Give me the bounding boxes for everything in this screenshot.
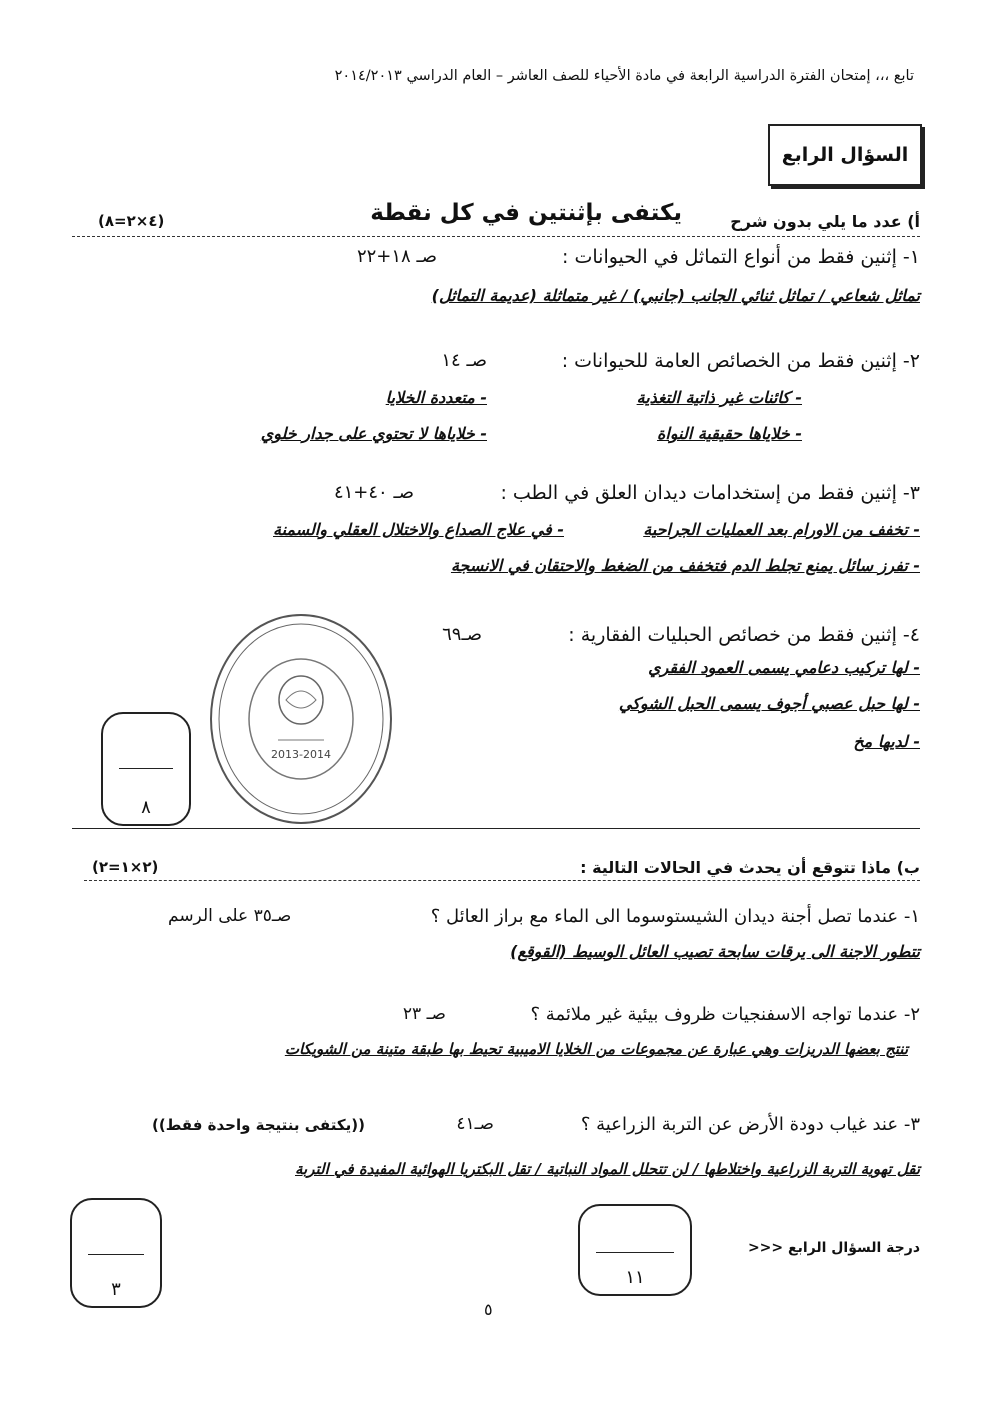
b1-prompt: ١- عندما تصل أجنة ديدان الشيستوسوما الى الماء مع براز العائل ؟ bbox=[430, 906, 920, 927]
question-title: السؤال الرابع bbox=[768, 124, 922, 186]
stamp-year: 2013-2014 bbox=[271, 748, 331, 761]
b3-prompt: ٣- عند غياب دودة الأرض عن التربة الزراعية ؟ bbox=[580, 1114, 920, 1135]
official-stamp bbox=[208, 612, 394, 826]
q2-answer-4: - خلاياها لا تحتوي على جدار خلوي bbox=[260, 424, 487, 443]
exam-header: تابع ،،، إمتحان الفترة الدراسية الرابعة في مادة الأحياء للصف العاشر – العام الدراسي ٢٠١٤/٢٠١٣ bbox=[334, 68, 914, 84]
q4-prompt: ٤- إثنين فقط من خصائص الحبليات الفقارية : bbox=[568, 624, 920, 646]
q2-answer-1: - كائنات غير ذاتية التغذية bbox=[636, 388, 802, 407]
b1-page-ref: صـ٣٥ على الرسم bbox=[168, 906, 292, 926]
q3-answer-1: - تخفف من الاورام بعد العمليات الجراحية bbox=[643, 520, 920, 539]
q4-answer-3: - لديها مخ bbox=[853, 732, 920, 751]
score-line bbox=[119, 768, 173, 769]
section-separator bbox=[72, 828, 920, 829]
part-a-note: يكتفى بإثنتين في كل نقطة bbox=[370, 200, 682, 226]
stamp-seal-icon bbox=[208, 612, 394, 826]
b2-prompt: ٢- عندما تواجه الاسفنجيات ظروف بيئية غير ملائمة ؟ bbox=[530, 1004, 920, 1025]
page-number: ٥ bbox=[484, 1300, 493, 1319]
b3-hint: ((يكتفى بنتيجة واحدة فقط)) bbox=[152, 1116, 365, 1134]
score-line bbox=[88, 1254, 144, 1255]
q2-answer-3: - خلاياها حقيقية النواة bbox=[657, 424, 802, 443]
b1-answer: تتطور الاجنة الى يرقات سابحة تصيب العائل الوسيط (القوقع) bbox=[510, 942, 920, 961]
b3-page-ref: صـ٤١ bbox=[456, 1114, 494, 1134]
b2-answer: تنتج بعضها الدريزات وهي عبارة عن مجموعات من الخلايا الاميبية تحيط بها طبقة متينة من الشويكات bbox=[284, 1040, 908, 1058]
q1-prompt: ١- إثنين فقط من أنواع التماثل في الحيوانات : bbox=[562, 246, 920, 268]
total-score: ١١ bbox=[625, 1267, 645, 1288]
part-b-score: ٣ bbox=[111, 1279, 121, 1300]
part-a-label: أ) عدد ما يلي بدون شرح bbox=[730, 212, 920, 231]
q1-answer: تماثل شعاعي / تماثل ثنائي الجانب (جانبي) / غير متماثلة (عديمة التماثل) bbox=[431, 286, 920, 305]
total-score-box bbox=[578, 1204, 692, 1296]
q3-answer-3: - تفرز سائل يمنع تجلط الدم فتخفف من الضغط والاحتقان في الانسجة bbox=[450, 556, 920, 575]
q4-page-ref: صـ٦٩ bbox=[442, 624, 482, 645]
q3-answer-2: - في علاج الصداع والاختلال العقلي والسمنة bbox=[273, 520, 564, 539]
q4-answer-1: - لها تركيب دعامي يسمى العمود الفقري bbox=[648, 658, 920, 677]
part-a-score: ٨ bbox=[141, 797, 151, 818]
part-a-marks: (٤×٢=٨) bbox=[98, 212, 165, 230]
q2-prompt: ٢- إثنين فقط من الخصائص العامة للحيوانات : bbox=[561, 350, 920, 372]
part-b-score-box bbox=[70, 1198, 162, 1308]
score-line bbox=[596, 1252, 674, 1253]
q3-prompt: ٣- إثنين فقط من إستخدامات ديدان العلق في الطب : bbox=[500, 482, 920, 504]
q2-answer-2: - متعددة الخلايا bbox=[385, 388, 487, 407]
divider bbox=[84, 880, 920, 881]
b2-page-ref: صـ ٢٣ bbox=[402, 1004, 446, 1024]
q3-page-ref: صـ ٤٠+٤١ bbox=[333, 482, 414, 503]
q1-page-ref: صـ ١٨+٢٢ bbox=[356, 246, 437, 267]
b3-answer: تقل تهوية التربة الزراعية واختلاطها / لن تتحلل المواد النباتية / تقل البكتريا الهوائية المفيدة في التربة bbox=[295, 1160, 920, 1178]
part-a-score-box bbox=[101, 712, 191, 826]
part-b-label: ب) ماذا تتوقع أن يحدث في الحالات التالية : bbox=[580, 858, 920, 877]
q2-page-ref: صـ ١٤ bbox=[441, 350, 487, 371]
part-b-marks: (٢×١=٢) bbox=[92, 858, 159, 876]
total-label: درجة السؤال الرابع <<< bbox=[747, 1240, 920, 1256]
divider bbox=[72, 236, 920, 237]
q4-answer-2: - لها حبل عصبي أجوف يسمى الحبل الشوكي bbox=[618, 694, 920, 713]
